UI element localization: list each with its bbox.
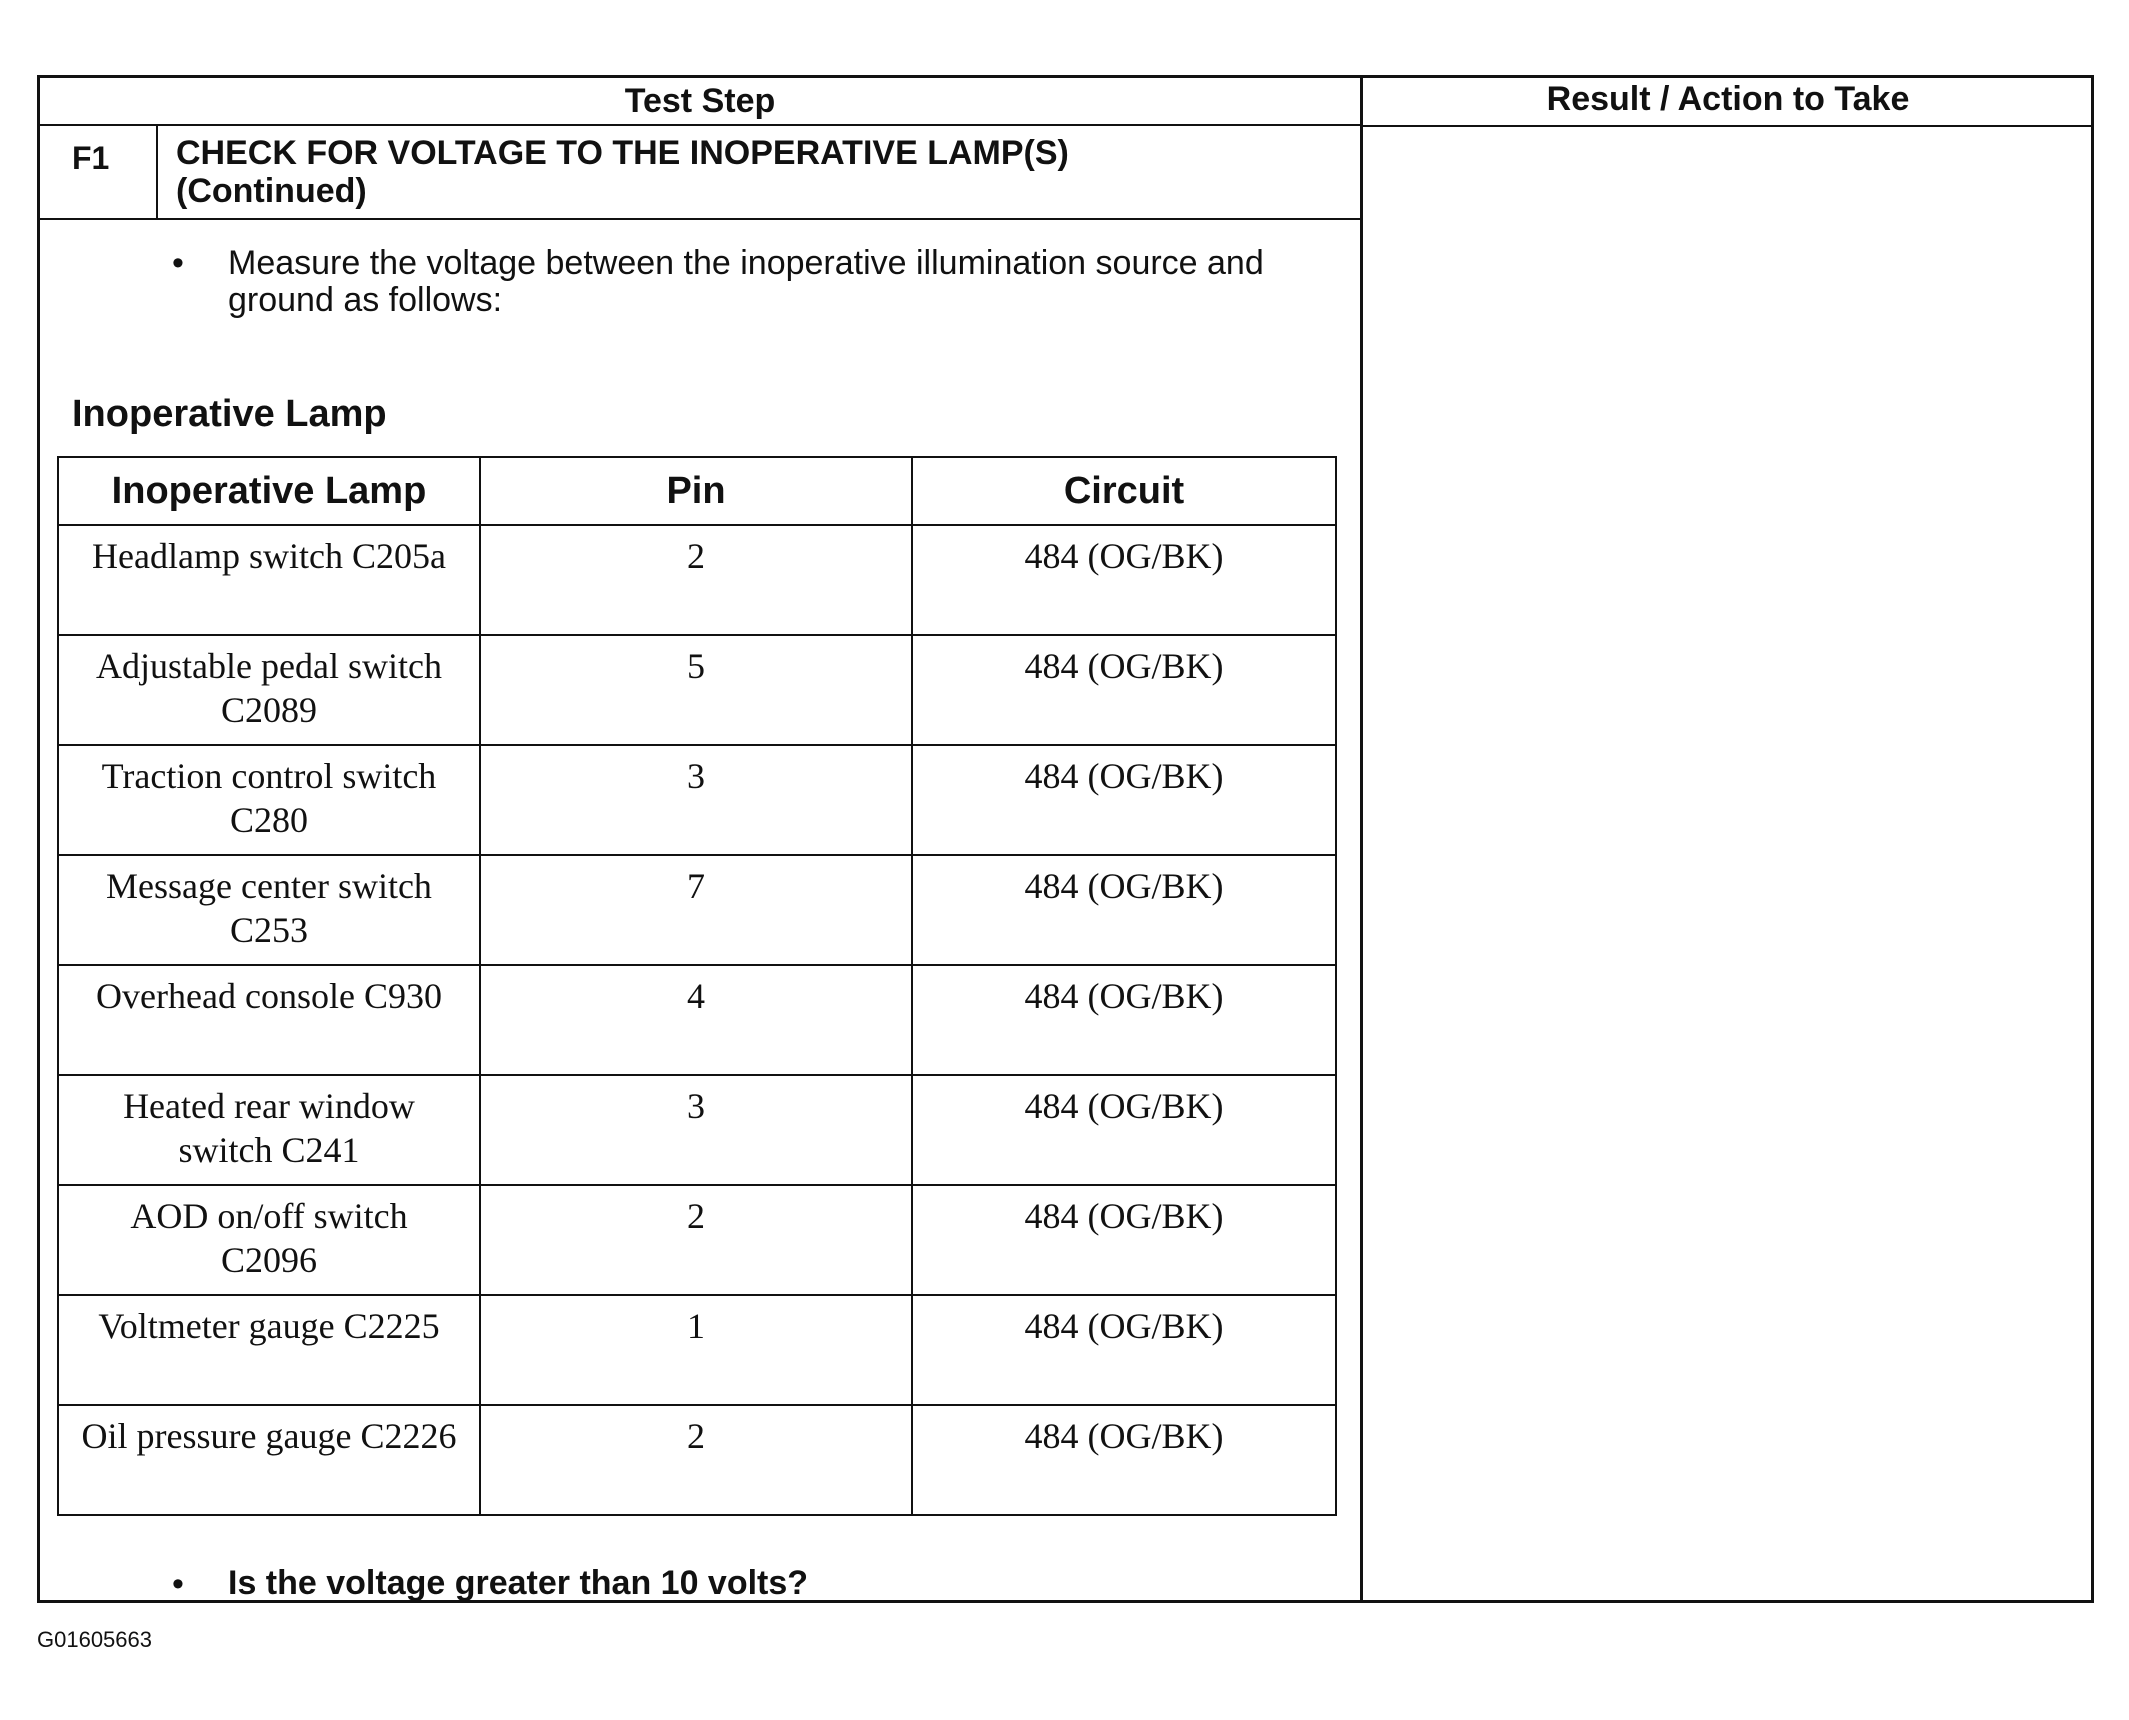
pin-cell: 4: [480, 965, 912, 1075]
lamp-cell: Overhead console C930: [58, 965, 480, 1075]
step-title-line1: CHECK FOR VOLTAGE TO THE INOPERATIVE LAMP(S): [176, 134, 1069, 172]
column-header-circuit: Circuit: [912, 457, 1336, 525]
table-row: [58, 1405, 1336, 1515]
circuit-cell: 484 (OG/BK): [912, 1405, 1336, 1515]
circuit-cell: 484 (OG/BK): [912, 1075, 1336, 1185]
pin-cell: 7: [480, 855, 912, 965]
header-rule-right: [1362, 125, 2094, 127]
circuit-cell: 484 (OG/BK): [912, 855, 1336, 965]
figure-id: G01605663: [37, 1627, 152, 1652]
lamp-cell: Heated rear window switch C241: [58, 1075, 480, 1185]
circuit-cell: 484 (OG/BK): [912, 745, 1336, 855]
table-row: [58, 855, 1336, 965]
pin-cell: 2: [480, 1185, 912, 1295]
step-id-divider: [156, 125, 158, 219]
result-action-header: Result / Action to Take: [1546, 80, 1910, 118]
test-step-header: Test Step: [624, 82, 776, 120]
circuit-cell: 484 (OG/BK): [912, 635, 1336, 745]
bullet-icon: •: [172, 244, 184, 282]
pin-cell: 3: [480, 1075, 912, 1185]
pin-cell: 2: [480, 1405, 912, 1515]
table-row: [58, 1075, 1336, 1185]
lamp-cell: Adjustable pedal switch C2089: [58, 635, 480, 745]
table-row: [58, 1295, 1336, 1405]
column-divider: [1360, 75, 1363, 1603]
circuit-cell: 484 (OG/BK): [912, 1185, 1336, 1295]
circuit-cell: 484 (OG/BK): [912, 965, 1336, 1075]
lamp-cell: Message center switch C253: [58, 855, 480, 965]
lamp-pin-table: [57, 456, 1337, 1516]
bullet-icon: •: [172, 1565, 184, 1603]
table-header-row: [58, 457, 1336, 525]
table-row: [58, 525, 1336, 635]
section-title: Inoperative Lamp: [72, 393, 387, 435]
step-title-rule: [37, 218, 1362, 220]
column-header-lamp: Inoperative Lamp: [58, 457, 480, 525]
step-title: [176, 134, 1069, 210]
pin-cell: 5: [480, 635, 912, 745]
measure-instruction: Measure the voltage between the inoperative illumination source and ground as follows:: [228, 244, 1264, 319]
table-row: [58, 635, 1336, 745]
step-id: F1: [72, 140, 110, 176]
table-row: [58, 1185, 1336, 1295]
lamp-cell: Oil pressure gauge C2226: [58, 1405, 480, 1515]
lamp-cell: Headlamp switch C205a: [58, 525, 480, 635]
circuit-cell: 484 (OG/BK): [912, 1295, 1336, 1405]
table-row: [58, 745, 1336, 855]
lamp-cell: AOD on/off switch C2096: [58, 1185, 480, 1295]
step-title-line2: (Continued): [176, 172, 367, 210]
pin-cell: 2: [480, 525, 912, 635]
header-rule: [37, 124, 1362, 126]
lamp-cell: Traction control switch C280: [58, 745, 480, 855]
pin-cell: 3: [480, 745, 912, 855]
circuit-cell: 484 (OG/BK): [912, 525, 1336, 635]
voltage-question: Is the voltage greater than 10 volts?: [228, 1564, 809, 1602]
table-row: [58, 965, 1336, 1075]
pin-cell: 1: [480, 1295, 912, 1405]
lamp-cell: Voltmeter gauge C2225: [58, 1295, 480, 1405]
column-header-pin: Pin: [480, 457, 912, 525]
